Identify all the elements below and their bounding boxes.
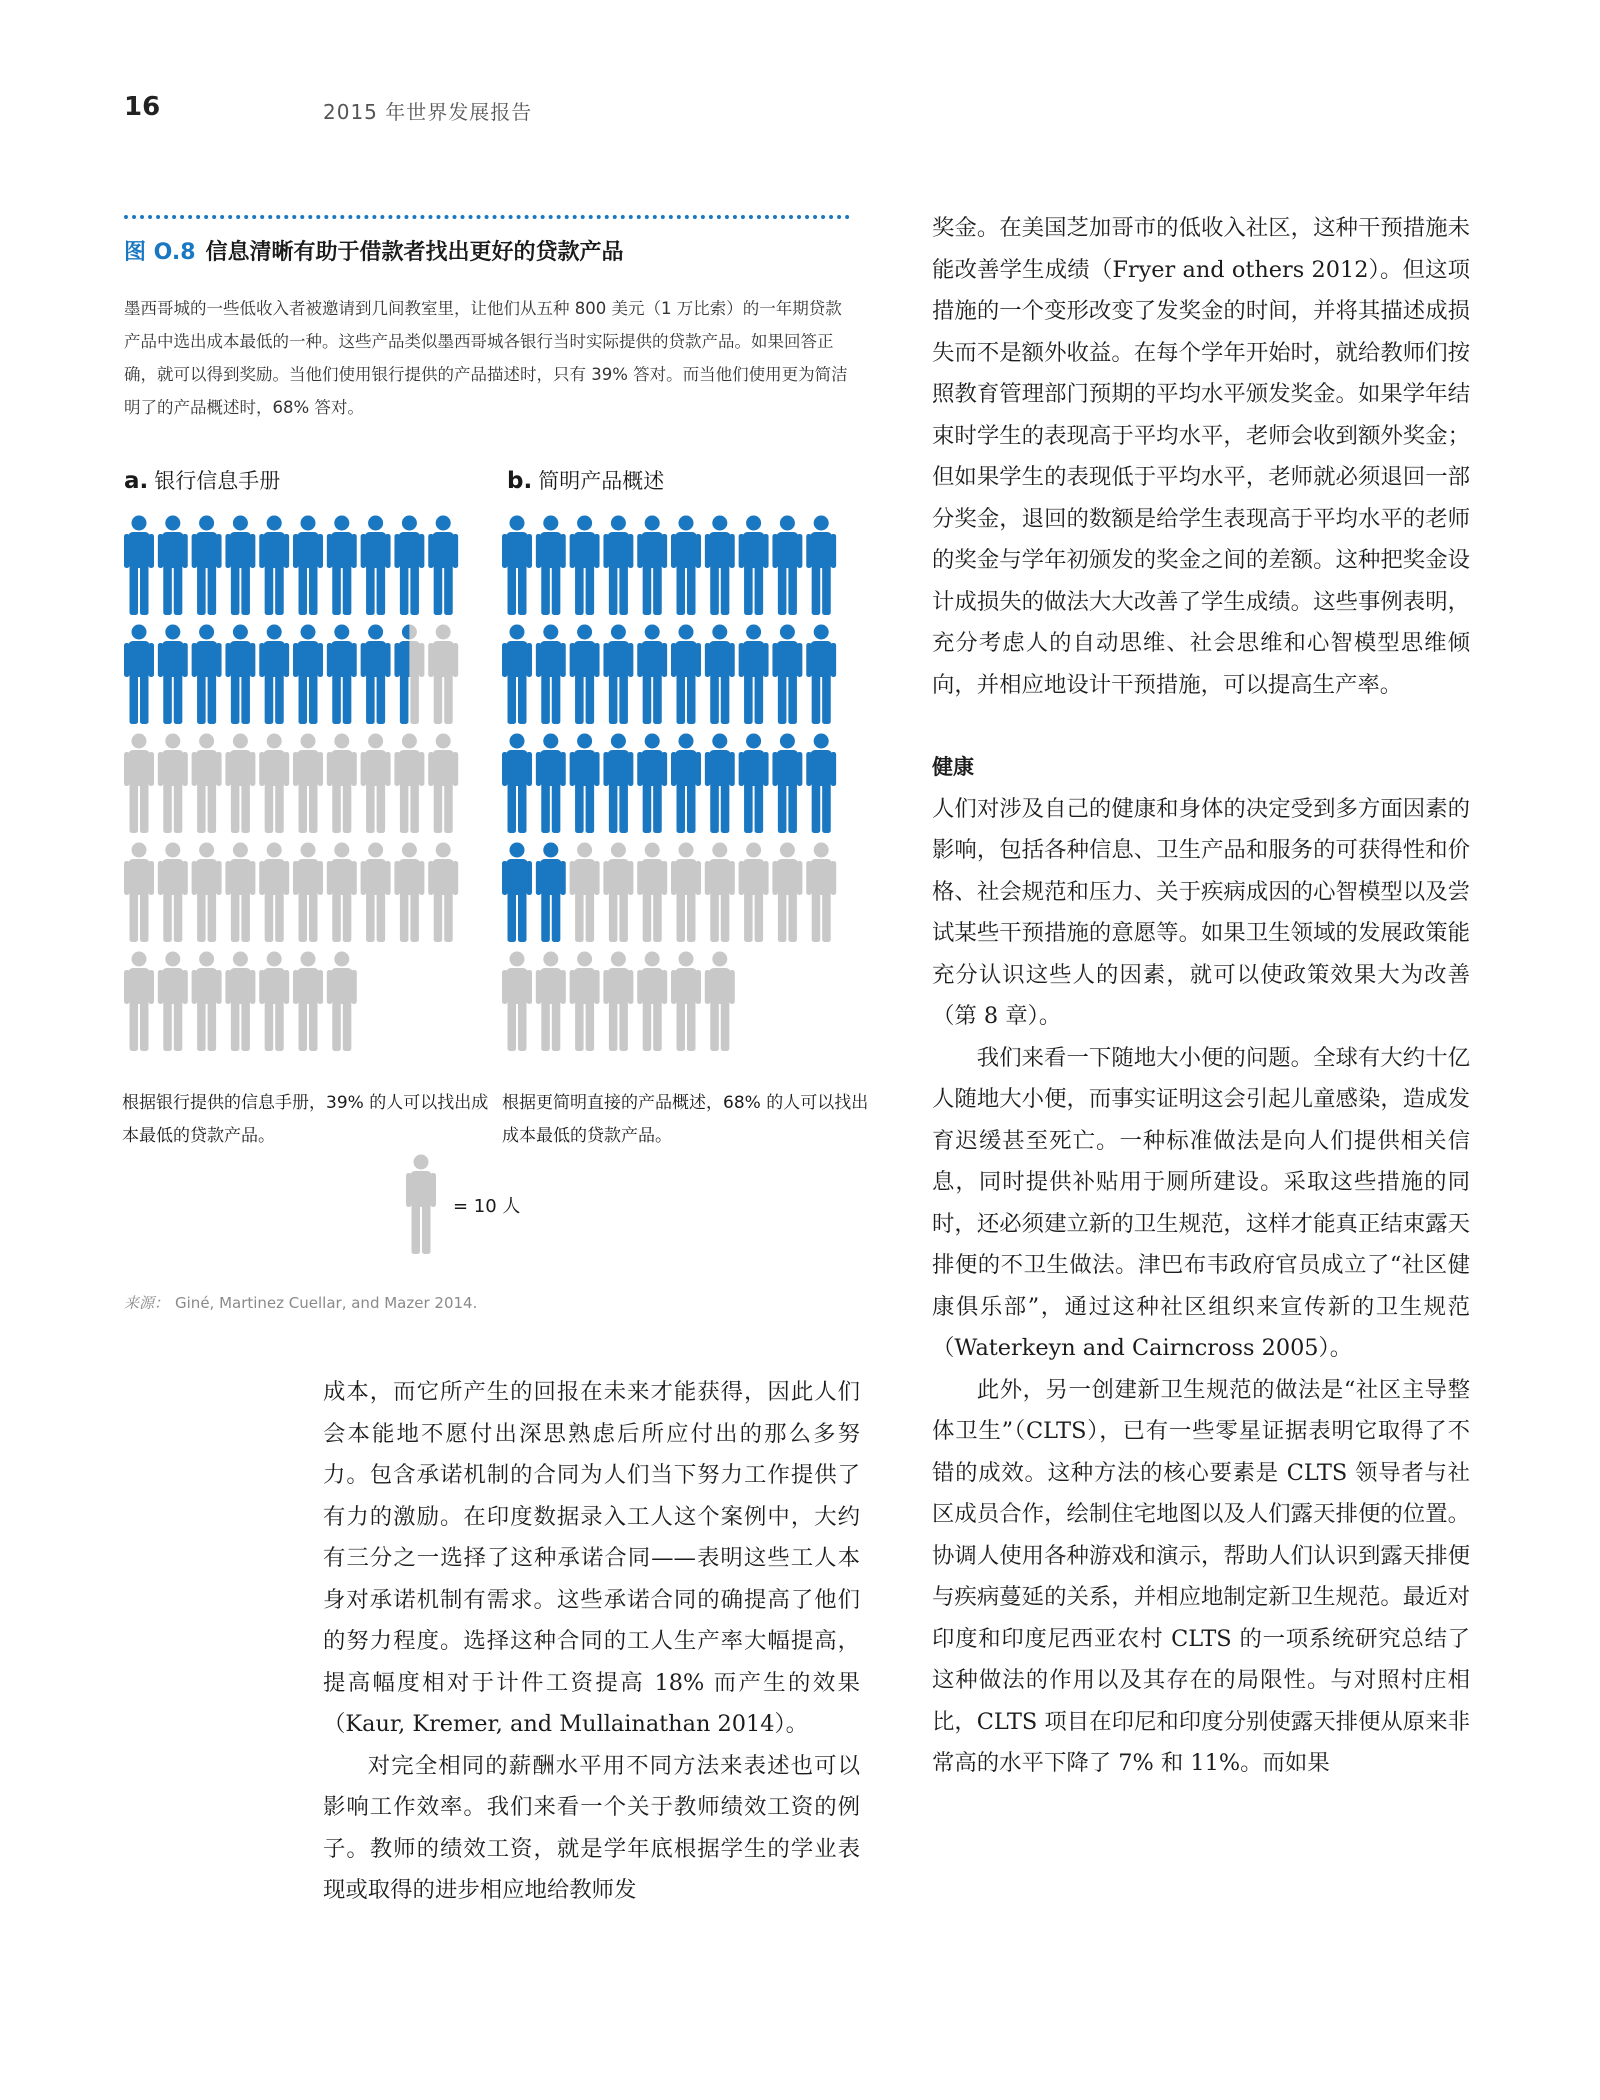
- panel-a-title: [124, 465, 280, 495]
- person-icon-incorrect: [570, 952, 600, 1052]
- person-icon-incorrect: [428, 843, 458, 943]
- paragraph: 此外，另一创建新卫生规范的做法是“社区主导整体卫生”（CLTS），已有一些零星证据表明它取得了不错的成效。这种方法的核心要素是 CLTS 领导者与社区成员合作，绘制住宅地图以及人们露天排便的位置。协调人使用各种游戏和演示，帮助人们认识到露天排便与疾病蔓延的关系，并相应地制定新卫生规范。最近对印度和印度尼西亚农村 CLTS 的一项系统研究总结了这种做法的作用以及其存在的局限性。与对照村庄相比，CLTS 项目在印尼和印度分别使露天排便从原来非常高的水平下降了 7% 和 11%。而如果: [932, 1376, 1470, 1776]
- panel-b-letter: b.: [507, 468, 533, 494]
- person-icon-incorrect: [124, 843, 154, 943]
- person-icon-incorrect: [293, 734, 323, 834]
- person-icon-correct: [806, 516, 836, 616]
- person-icon: [405, 1150, 437, 1258]
- person-icon-correct: [158, 516, 188, 616]
- person-icon-correct: [637, 625, 667, 725]
- figure-caption: 墨西哥城的一些低收入者被邀请到几间教室里，让他们从五种 800 美元（1 万比索）的一年期贷款产品中选出成本最低的一种。这些产品类似墨西哥城各银行当时实际提供的贷款产品。如果回答正确，就可以得到奖励。当他们使用银行提供的产品描述时，只有 39% 答对。而当他们使用更为简洁明了的产品概述时，68% 答对。: [124, 299, 848, 417]
- person-icon-correct: [327, 516, 357, 616]
- person-icon-incorrect: [637, 952, 667, 1052]
- paragraph: 奖金。在美国芝加哥市的低收入社区，这种干预措施未能改善学生成绩（Fryer and others 2012）。但这项措施的一个变形改变了发奖金的时间，并将其描述成损失而不是额外收益。在每个学年开始时，就给教师们按照教育管理部门预期的平均水平颁发奖金。如果学年结束时学生的表现高于平均水平，老师会收到额外奖金；但如果学生的表现低于平均水平，老师就必须退回一部分奖金，退回的数额是给学生表现高于平均水平的老师的奖金与学年初颁发的奖金之间的差额。这种把奖金设计成损失的做法大大改善了学生成绩。这些事例表明，充分考虑人的自动思维、社会思维和心智模型思维倾向，并相应地设计干预措施，可以提高生产率。: [932, 215, 1470, 698]
- figure-source: [124, 1292, 477, 1313]
- person-icon-incorrect: [192, 734, 222, 834]
- person-icon-correct: [637, 734, 667, 834]
- person-icon-incorrect: [225, 843, 255, 943]
- pictogram-grid-b: [502, 515, 840, 1060]
- person-icon-correct: [536, 734, 566, 834]
- person-icon-correct: [772, 516, 802, 616]
- person-icon-incorrect: [394, 734, 424, 834]
- person-icon-correct: [671, 516, 701, 616]
- person-icon-incorrect: [361, 843, 391, 943]
- person-icon-correct: [124, 625, 154, 725]
- person-icon-correct: [705, 516, 735, 616]
- person-icon-incorrect: [772, 843, 802, 943]
- person-icon-incorrect: [124, 952, 154, 1052]
- person-icon-incorrect: [705, 843, 735, 943]
- person-icon-correct: [259, 516, 289, 616]
- person-icon-correct: [705, 734, 735, 834]
- person-icon-incorrect: [124, 734, 154, 834]
- person-icon-correct: [536, 516, 566, 616]
- person-icon-correct: [739, 625, 769, 725]
- person-icon-incorrect: [259, 734, 289, 834]
- person-icon-incorrect: [225, 734, 255, 834]
- person-icon-incorrect: [806, 843, 836, 943]
- person-icon-correct: [124, 516, 154, 616]
- paragraph: 我们来看一下随地大小便的问题。全球有大约十亿人随地大小便，而事实证明这会引起儿童感染，造成发育迟缓甚至死亡。一种标准做法是向人们提供相关信息，同时提供补贴用于厕所建设。采取这些措施的同时，还必须建立新的卫生规范，这样才能真正结束露天排便的不卫生做法。津巴布韦政府官员成立了“社区健康俱乐部”，通过这种社区组织来宣传新的卫生规范（Waterkeyn and Cairncross 2005）。: [932, 1044, 1470, 1361]
- person-icon-correct: [502, 843, 532, 943]
- person-icon-correct: [293, 516, 323, 616]
- person-icon-incorrect: [705, 952, 735, 1052]
- person-icon-correct: [603, 734, 633, 834]
- person-icon-correct: [637, 516, 667, 616]
- legend-label: = 10 人: [453, 1196, 521, 1217]
- person-icon-incorrect: [327, 843, 357, 943]
- figure-top-rule: [124, 215, 850, 219]
- running-header-title: 2015 年世界发展报告: [323, 100, 533, 124]
- panel-b-note: 根据更简明直接的产品概述，68% 的人可以找出成本最低的贷款产品。: [502, 1093, 869, 1146]
- person-icon-incorrect: [192, 843, 222, 943]
- person-icon-incorrect: [671, 952, 701, 1052]
- person-icon-incorrect: [293, 843, 323, 943]
- person-icon-incorrect: [158, 952, 188, 1052]
- figure-heading: [124, 235, 850, 266]
- person-icon-correct: [806, 734, 836, 834]
- person-icon-correct: [192, 516, 222, 616]
- person-icon-correct: [394, 516, 424, 616]
- person-icon-incorrect: [225, 952, 255, 1052]
- person-icon-correct: [739, 516, 769, 616]
- person-icon-correct: [225, 516, 255, 616]
- person-icon-correct: [259, 625, 289, 725]
- person-icon-correct: [536, 625, 566, 725]
- person-icon-partial: [394, 625, 424, 725]
- person-icon-incorrect: [259, 952, 289, 1052]
- person-icon-incorrect: [394, 843, 424, 943]
- person-icon-correct: [502, 734, 532, 834]
- person-icon-incorrect: [259, 843, 289, 943]
- person-icon-incorrect: [327, 734, 357, 834]
- person-icon-correct: [671, 625, 701, 725]
- person-icon-correct: [570, 625, 600, 725]
- person-icon-correct: [671, 734, 701, 834]
- person-icon-correct: [739, 734, 769, 834]
- source-text: Giné, Martinez Cuellar, and Mazer 2014.: [175, 1294, 478, 1312]
- page-number: 16: [124, 92, 161, 122]
- panel-b-name: 简明产品概述: [538, 469, 665, 493]
- panel-b-title: [507, 465, 664, 495]
- person-icon-incorrect: [671, 843, 701, 943]
- person-icon-correct: [502, 516, 532, 616]
- person-icon-incorrect: [428, 734, 458, 834]
- panel-a-note: 根据银行提供的信息手册，39% 的人可以找出成本最低的贷款产品。: [122, 1093, 489, 1146]
- person-icon-correct: [570, 516, 600, 616]
- person-icon-incorrect: [361, 734, 391, 834]
- person-icon-incorrect: [739, 843, 769, 943]
- person-icon-correct: [428, 516, 458, 616]
- figure-label: 图 O.8: [124, 240, 196, 265]
- person-icon-correct: [361, 516, 391, 616]
- person-icon-incorrect: [502, 952, 532, 1052]
- person-icon-incorrect: [158, 734, 188, 834]
- person-icon-incorrect: [428, 625, 458, 725]
- person-icon-incorrect: [536, 952, 566, 1052]
- person-icon-incorrect: [192, 952, 222, 1052]
- person-icon-correct: [806, 625, 836, 725]
- person-icon-correct: [772, 625, 802, 725]
- person-icon-correct: [705, 625, 735, 725]
- section-heading-health: 健康: [932, 755, 974, 779]
- person-icon-incorrect: [158, 843, 188, 943]
- person-icon-incorrect: [603, 952, 633, 1052]
- source-label: 来源：: [124, 1294, 170, 1312]
- person-icon-incorrect: [637, 843, 667, 943]
- person-icon-correct: [361, 625, 391, 725]
- figure-o8: [124, 215, 850, 424]
- panel-a-letter: a.: [124, 468, 149, 494]
- person-icon-correct: [192, 625, 222, 725]
- person-icon-correct: [603, 516, 633, 616]
- figure-title: 信息清晰有助于借款者找出更好的贷款产品: [205, 240, 624, 265]
- pictogram-grid-a: [124, 515, 462, 1060]
- person-icon-correct: [502, 625, 532, 725]
- person-icon-correct: [772, 734, 802, 834]
- person-icon-incorrect: [293, 952, 323, 1052]
- paragraph: 对完全相同的薪酬水平用不同方法来表述也可以影响工作效率。我们来看一个关于教师绩效工资的例子。教师的绩效工资，就是学年底根据学生的学业表现或取得的进步相应地给教师发: [323, 1752, 860, 1903]
- person-icon-correct: [293, 625, 323, 725]
- person-icon-correct: [225, 625, 255, 725]
- body-right-column: [932, 208, 1470, 1785]
- person-icon-correct: [570, 734, 600, 834]
- person-icon-incorrect: [603, 843, 633, 943]
- person-icon-correct: [327, 625, 357, 725]
- paragraph: 人们对涉及自己的健康和身体的决定受到多方面因素的影响，包括各种信息、卫生产品和服务的可获得性和价格、社会规范和压力、关于疾病成因的心智模型以及尝试某些干预措施的意愿等。如果卫生领域的发展政策能充分认识这些人的因素，就可以使政策效果大为改善（第 8 章）。: [932, 795, 1470, 1029]
- body-left-column: [323, 1372, 860, 1912]
- person-icon-incorrect: [327, 952, 357, 1052]
- person-icon-incorrect: [570, 843, 600, 943]
- paragraph: 成本，而它所产生的回报在未来才能获得，因此人们会本能地不愿付出深思熟虑后所应付出的那么多努力。包含承诺机制的合同为人们当下努力工作提供了有力的激励。在印度数据录入工人这个案例中，大约有三分之一选择了这种承诺合同——表明这些工人本身对承诺机制有需求。这些承诺合同的确提高了他们的努力程度。选择这种合同的工人生产率大幅提高，提高幅度相对于计件工资提高 18% 而产生的效果（Kaur, Kremer, and Mullainathan 2014）。: [323, 1379, 860, 1737]
- person-icon-correct: [536, 843, 566, 943]
- panel-a-name: 银行信息手册: [154, 469, 281, 493]
- person-icon-correct: [158, 625, 188, 725]
- person-icon-correct: [603, 625, 633, 725]
